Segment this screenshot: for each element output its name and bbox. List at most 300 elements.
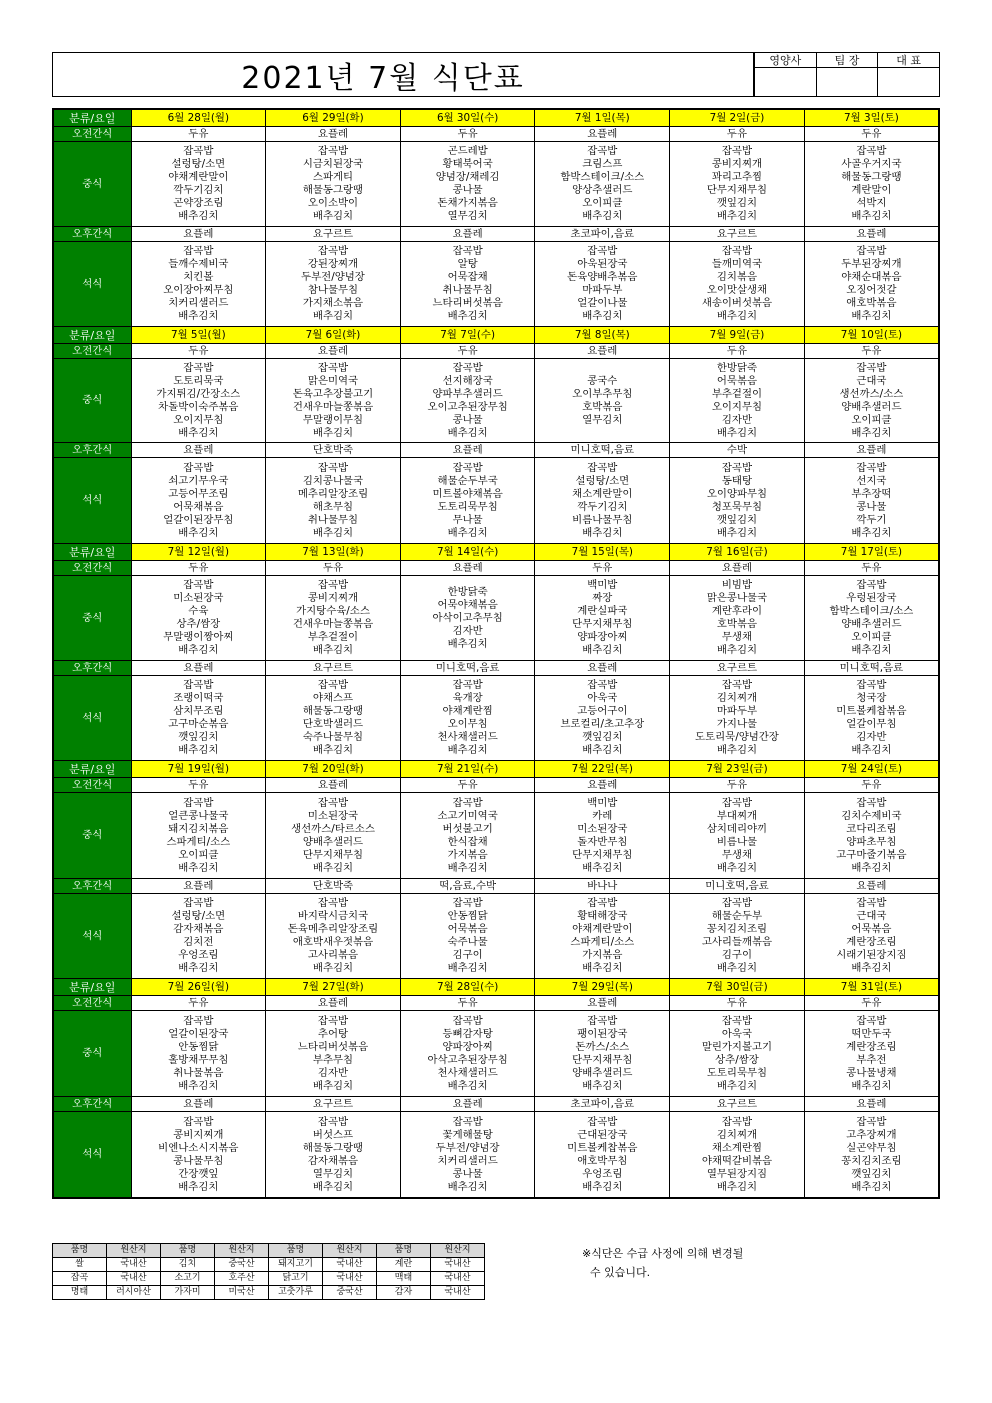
menu-item: 배추김치: [582, 962, 623, 974]
menu-item: 잡곡밥: [183, 579, 214, 591]
date-cell: 7월 16일(금): [670, 544, 805, 561]
menu-item: 육개장: [452, 692, 483, 704]
date-cell: 7월 23일(금): [670, 761, 805, 778]
lunch-cell: [670, 576, 805, 661]
menu-item: 잡곡밥: [317, 897, 349, 909]
menu-item: 양파부추샐러드: [432, 387, 503, 400]
menu-item: 잡곡밥: [721, 796, 753, 809]
dinner-cell: [131, 894, 266, 979]
date-cell: 6월 29일(화): [266, 109, 401, 127]
menu-item: 김치찌개: [716, 1128, 758, 1141]
lunch-cell: [535, 576, 670, 661]
menu-item: 잡곡밥: [183, 461, 214, 474]
morning-snack-cell: 요플레: [266, 996, 401, 1011]
menu-item: 애호박볶음: [846, 297, 897, 309]
afternoon-snack-cell: 요플레: [400, 227, 535, 242]
dinner-cell: [670, 242, 805, 327]
date-cell: 7월 28일(수): [400, 979, 535, 996]
menu-item: 가지채소볶음: [302, 297, 364, 309]
menu-item: 시금치된장국: [302, 158, 364, 170]
menu-item: 치커리샐러드: [437, 1154, 498, 1167]
menu-item: 근대국: [856, 374, 887, 387]
category-header: 분류/요일: [53, 109, 131, 127]
menu-item: 채소계란찜: [711, 1141, 763, 1154]
menu-item: 계란장조림: [846, 936, 897, 948]
menu-item: 황태북어국: [442, 158, 493, 170]
menu-item: 배추김치: [582, 1079, 623, 1092]
menu-item: 단무지채무침: [572, 618, 633, 630]
lunch-cell: [804, 1011, 939, 1097]
menu-item: 잡곡밥: [587, 897, 618, 909]
menu-item: 배추김치: [447, 744, 488, 756]
menu-item: 미트볼케찹볶음: [567, 1141, 638, 1154]
lunch-cell: [400, 1011, 535, 1097]
menu-item: 도토리묵무침: [437, 500, 498, 513]
date-cell: 7월 3일(토): [804, 109, 939, 127]
menu-item: 홀방채무무침: [168, 1053, 229, 1066]
menu-item: 안동찜닭: [178, 1040, 219, 1053]
origin-country: 중국산: [323, 1286, 377, 1300]
menu-item: 고등어구이: [577, 705, 628, 717]
menu-item: 배추김치: [716, 426, 758, 439]
menu-item: 단호박샐러드: [302, 718, 364, 730]
menu-item: 배추김치: [716, 210, 758, 222]
menu-item: 돈육고추장불고기: [292, 387, 374, 400]
dinner-cell: [131, 242, 266, 327]
menu-item: 잡곡밥: [721, 245, 753, 257]
afternoon-snack-cell: 요플레: [804, 443, 939, 458]
lunch-cell: [670, 1011, 805, 1097]
origin-item: 고춧가루: [269, 1286, 323, 1300]
menu-item: 비름나물: [716, 835, 758, 848]
origin-row: [53, 1286, 485, 1300]
dinner-cell: [670, 676, 805, 761]
menu-item: 잡곡밥: [721, 897, 753, 909]
morning-snack-label: 오전간식: [53, 561, 131, 576]
menu-item: 잡곡밥: [183, 1115, 214, 1128]
origin-country: 원산지: [107, 1244, 161, 1258]
origin-item: 가자미: [161, 1286, 215, 1300]
menu-item: 치킨볼: [183, 271, 214, 283]
morning-snack-label: 오전간식: [53, 996, 131, 1011]
origin-country: 러시아산: [107, 1286, 161, 1300]
afternoon-snack-cell: 요구르트: [266, 227, 401, 242]
menu-item: 두부전/양념장: [435, 1141, 500, 1154]
afternoon-snack-cell: 요플레: [400, 1097, 535, 1112]
menu-item: 스파게티: [312, 171, 354, 183]
menu-item: 야채계란말이: [168, 171, 229, 183]
menu-item: 배추김치: [716, 744, 758, 756]
menu-item: 오이맛살생채: [706, 284, 768, 296]
menu-item: 배추김치: [582, 744, 623, 756]
menu-item: 고추장찌개: [846, 1128, 897, 1141]
menu-item: 취나물무침: [307, 513, 359, 526]
menu-item: 건새우마늘쫑볶음: [292, 400, 374, 413]
morning-snack-cell: 두유: [131, 344, 266, 359]
date-cell: 7월 5일(월): [131, 327, 266, 344]
menu-item: 배추김치: [178, 310, 219, 322]
origin-item: 맥태: [377, 1272, 431, 1286]
dinner-row: [53, 894, 939, 979]
origin-country: 국내산: [323, 1258, 377, 1272]
morning-snack-cell: 두유: [400, 996, 535, 1011]
menu-item: 두부전/양념장: [301, 271, 365, 283]
menu-item: 건새우마늘쫑볶음: [292, 618, 374, 630]
approval-label-ceo: 대 표: [877, 53, 939, 68]
menu-item: 잡곡밥: [856, 361, 887, 374]
date-cell: 7월 12일(월): [131, 544, 266, 561]
menu-item: 잡곡밥: [452, 461, 483, 474]
menu-item: 배추김치: [716, 962, 758, 974]
menu-item: 오이무침: [447, 718, 488, 730]
date-cell: 7월 21일(수): [400, 761, 535, 778]
morning-snack-row: [53, 127, 939, 142]
lunch-cell: [131, 359, 266, 443]
menu-item: 우렁된장국: [846, 592, 897, 604]
menu-item: 동태탕: [721, 474, 753, 487]
menu-item: 야채스프: [312, 692, 354, 704]
menu-item: 김자반: [721, 413, 753, 426]
lunch-row: [53, 576, 939, 661]
menu-item: 콩나물: [452, 413, 483, 426]
morning-snack-row: [53, 561, 939, 576]
dinner-cell: [266, 1112, 401, 1199]
menu-item: 들깨수제비국: [168, 258, 229, 270]
menu-item: 간장깻잎: [178, 1167, 219, 1180]
menu-item: 단무지채무침: [572, 1053, 633, 1066]
afternoon-snack-cell: 미니호떡,음료: [670, 879, 805, 894]
menu-item: 감자채볶음: [173, 923, 224, 935]
week-header-row: [53, 979, 939, 996]
menu-item: 양파장아찌: [577, 631, 628, 643]
week-header-row: [53, 327, 939, 344]
menu-item: 야채계란말이: [572, 923, 633, 935]
menu-item: 고구마줄기볶음: [836, 848, 907, 861]
menu-item: 석박지: [856, 197, 887, 209]
menu-item: 한식잡채: [447, 835, 488, 848]
menu-item: 양배추샐러드: [841, 618, 902, 630]
menu-item: 마파두부: [582, 284, 623, 296]
menu-item: 어묵채볶음: [173, 500, 224, 513]
dinner-cell: [670, 1112, 805, 1199]
morning-snack-cell: 두유: [670, 344, 805, 359]
menu-item: 생선까스/소스: [839, 387, 904, 400]
menu-item: 김구이: [721, 949, 753, 961]
menu-item: 가지볶음: [582, 949, 623, 961]
approval-box: [754, 52, 940, 97]
menu-item: 숙주나물무침: [302, 731, 364, 743]
menu-item: 브로컬리/초고추장: [560, 718, 645, 730]
lunch-cell: [266, 142, 401, 227]
afternoon-snack-label: 오후간식: [53, 879, 131, 894]
menu-item: 무생채: [721, 848, 753, 861]
afternoon-snack-label: 오후간식: [53, 443, 131, 458]
origin-country: 국내산: [107, 1258, 161, 1272]
menu-item: 백미밥: [587, 796, 618, 809]
afternoon-snack-cell: 요구르트: [670, 661, 805, 676]
origin-country: 국내산: [107, 1272, 161, 1286]
menu-item: 팽이된장국: [577, 1027, 628, 1040]
menu-item: 배추김치: [716, 1079, 758, 1092]
menu-item: 맑은콩나물국: [706, 592, 768, 604]
menu-item: 김자반: [317, 1066, 349, 1079]
menu-item: 양배추샐러드: [841, 400, 902, 413]
menu-item: 잡곡밥: [452, 679, 483, 691]
menu-item: 돼지김치볶음: [168, 822, 229, 835]
menu-item: 배추김치: [716, 526, 758, 539]
menu-item: 깻잎김치: [716, 513, 758, 526]
menu-item: 어묵잡채: [447, 271, 488, 283]
lunch-cell: [131, 142, 266, 227]
origin-country: 원산지: [323, 1244, 377, 1258]
morning-snack-cell: 두유: [131, 996, 266, 1011]
lunch-cell: [266, 793, 401, 879]
menu-item: 잡곡밥: [317, 461, 349, 474]
menu-item: 스파게티/소스: [570, 936, 635, 948]
menu-item: 미소된장국: [307, 809, 359, 822]
date-cell: 7월 9일(금): [670, 327, 805, 344]
morning-snack-cell: 두유: [400, 127, 535, 142]
lunch-cell: [131, 576, 266, 661]
menu-item: 배추김치: [851, 962, 892, 974]
afternoon-snack-cell: 요플레: [400, 443, 535, 458]
menu-item: 오이부추무침: [572, 387, 633, 400]
menu-item: 잡곡밥: [721, 679, 753, 691]
menu-item: 배추김치: [851, 644, 892, 656]
menu-table: [52, 108, 940, 1199]
menu-item: 잡곡밥: [183, 796, 214, 809]
menu-item: 생선까스/타르소스: [291, 822, 375, 835]
dinner-cell: [131, 458, 266, 544]
menu-item: 오이피클: [851, 413, 892, 426]
menu-item: 해물동그랑땡: [841, 171, 902, 183]
date-cell: 6월 30일(수): [400, 109, 535, 127]
date-cell: 7월 8일(목): [535, 327, 670, 344]
lunch-cell: [670, 359, 805, 443]
date-cell: 7월 6일(화): [266, 327, 401, 344]
menu-item: 배추김치: [851, 744, 892, 756]
afternoon-snack-row: [53, 1097, 939, 1112]
menu-item: 새송이버섯볶음: [701, 297, 773, 309]
dinner-label: 석식: [53, 676, 131, 761]
menu-item: 김치찌개: [716, 692, 758, 704]
menu-item: 콩비지찌개: [711, 158, 763, 170]
morning-snack-cell: 요플레: [670, 561, 805, 576]
dinner-cell: [670, 458, 805, 544]
dinner-cell: [266, 894, 401, 979]
menu-item: 맑은미역국: [307, 374, 359, 387]
menu-item: 버섯불고기: [442, 822, 493, 835]
menu-item: 김구이: [452, 949, 483, 961]
menu-item: 잡곡밥: [317, 579, 349, 591]
menu-item: 오이피클: [851, 631, 892, 643]
menu-item: 잡곡밥: [317, 679, 349, 691]
menu-item: 호박볶음: [582, 400, 623, 413]
menu-item: 한방닭죽: [716, 361, 758, 374]
dinner-cell: [804, 1112, 939, 1199]
menu-item: 꽁치김치조림: [841, 1154, 902, 1167]
menu-item: 배추김치: [312, 644, 354, 656]
menu-item: 바지락시금치국: [297, 910, 369, 922]
menu-item: 콩나물: [452, 184, 483, 196]
menu-item: 배추김치: [178, 210, 219, 222]
menu-item: 아삭고추된장무침: [427, 1053, 508, 1066]
menu-item: 깻잎김치: [716, 197, 758, 209]
menu-item: 잡곡밥: [317, 361, 349, 374]
lunch-cell: [535, 1011, 670, 1097]
menu-item: 배추김치: [716, 861, 758, 874]
menu-item: 해물순두부: [711, 910, 763, 922]
origin-item: 김치: [161, 1258, 215, 1272]
menu-item: 배추김치: [582, 526, 623, 539]
morning-snack-label: 오전간식: [53, 127, 131, 142]
menu-item: 얼갈이된장무침: [163, 513, 234, 526]
menu-item: 함박스테이크/소스: [829, 605, 914, 617]
menu-item: 잡곡밥: [452, 1115, 483, 1128]
afternoon-snack-label: 오후간식: [53, 1097, 131, 1112]
menu-item: 황태해장국: [577, 910, 628, 922]
afternoon-snack-row: [53, 443, 939, 458]
menu-item: 잡곡밥: [452, 245, 483, 257]
lunch-cell: [400, 793, 535, 879]
menu-item: 아욱국: [587, 692, 618, 704]
menu-item: 배추김치: [447, 962, 488, 974]
menu-item: 무생채: [721, 631, 753, 643]
menu-item: 선지국: [856, 474, 887, 487]
menu-item: 부추겉절이: [711, 387, 763, 400]
menu-item: 배추김치: [178, 861, 219, 874]
menu-item: 배추김치: [447, 861, 488, 874]
menu-item: 돈채가지볶음: [437, 197, 498, 209]
menu-item: 잡곡밥: [183, 361, 214, 374]
menu-item: 잡곡밥: [183, 1014, 214, 1027]
dinner-row: [53, 676, 939, 761]
dinner-cell: [804, 676, 939, 761]
dinner-cell: [400, 458, 535, 544]
menu-item: 해물순두부국: [437, 474, 498, 487]
menu-item: 등뼈감자탕: [442, 1027, 493, 1040]
menu-item: 미트볼야채볶음: [432, 487, 503, 500]
menu-item: 잡곡밥: [856, 579, 887, 591]
menu-item: 야채떡갈비볶음: [701, 1154, 773, 1167]
morning-snack-cell: 두유: [131, 561, 266, 576]
menu-item: 말린가지볼고기: [701, 1040, 773, 1053]
category-header: 분류/요일: [53, 761, 131, 778]
origin-item: 닭고기: [269, 1272, 323, 1286]
dinner-label: 석식: [53, 242, 131, 327]
afternoon-snack-cell: 초코파이,음료: [535, 1097, 670, 1112]
lunch-label: 중식: [53, 359, 131, 443]
menu-item: 배추김치: [716, 310, 758, 322]
menu-item: 무말랭이무침: [302, 413, 364, 426]
dinner-cell: [535, 676, 670, 761]
menu-item: 잡곡밥: [856, 679, 887, 691]
menu-item: 미트볼케찹볶음: [836, 705, 907, 717]
menu-item: 우엉조림: [178, 949, 219, 961]
menu-item: 고사리볶음: [307, 949, 359, 961]
menu-item: 돈육양배추볶음: [567, 271, 638, 283]
menu-item: 오이소박이: [307, 197, 359, 209]
menu-item: 마파두부: [716, 705, 758, 717]
morning-snack-cell: 두유: [400, 778, 535, 793]
menu-item: 천사채샐러드: [437, 1066, 498, 1079]
notice-text: [582, 1244, 743, 1282]
morning-snack-label: 오전간식: [53, 344, 131, 359]
menu-item: 배추김치: [312, 526, 354, 539]
menu-item: 설렁탕/소면: [171, 158, 226, 170]
menu-item: 잡곡밥: [856, 461, 887, 474]
afternoon-snack-cell: 단호박죽: [266, 443, 401, 458]
afternoon-snack-cell: 요구르트: [670, 1097, 805, 1112]
menu-item: 오이지무침: [711, 400, 763, 413]
week-header-row: [53, 109, 939, 127]
menu-item: 배추김치: [312, 1079, 354, 1092]
menu-item: 얼갈이나물: [577, 297, 628, 309]
menu-item: 알탕: [457, 258, 478, 270]
menu-item: 메추리알장조림: [297, 487, 369, 500]
afternoon-snack-row: [53, 227, 939, 242]
menu-item: 어묵야채볶음: [437, 598, 498, 611]
menu-item: 잡곡밥: [317, 1115, 349, 1128]
menu-item: 배추김치: [851, 861, 892, 874]
dinner-cell: [131, 676, 266, 761]
dinner-row: [53, 242, 939, 327]
menu-item: 깻잎김치: [178, 731, 219, 743]
menu-item: 단무지채무침: [302, 848, 364, 861]
afternoon-snack-cell: 수박: [670, 443, 805, 458]
menu-item: 소고기미역국: [437, 809, 498, 822]
menu-item: 깻잎김치: [582, 731, 623, 743]
menu-item: 애호박새우젓볶음: [292, 936, 374, 948]
morning-snack-cell: 두유: [266, 561, 401, 576]
menu-item: 가지튀김/간장소스: [156, 387, 241, 400]
notice-line: ※식단은 수급 사정에 의해 변경될: [582, 1247, 744, 1260]
menu-item: 깍두기김치: [577, 500, 628, 513]
morning-snack-cell: 요플레: [535, 778, 670, 793]
lunch-cell: [535, 142, 670, 227]
menu-item: 차돌박이숙주볶음: [158, 400, 239, 413]
afternoon-snack-cell: 떡,음료,수박: [400, 879, 535, 894]
afternoon-snack-label: 오후간식: [53, 661, 131, 676]
menu-item: 잡곡밥: [317, 145, 349, 157]
menu-item: 잡곡밥: [587, 679, 618, 691]
menu-item: 크림스프: [582, 158, 623, 170]
morning-snack-row: [53, 996, 939, 1011]
origin-item: 소고기: [161, 1272, 215, 1286]
menu-item: 얼갈이무침: [846, 718, 897, 730]
menu-item: 얼큰콩나물국: [168, 809, 229, 822]
menu-item: 배추김치: [582, 210, 623, 222]
morning-snack-cell: 두유: [670, 127, 805, 142]
lunch-label: 중식: [53, 1011, 131, 1097]
menu-item: 김치콩나물국: [302, 474, 364, 487]
date-cell: 7월 7일(수): [400, 327, 535, 344]
menu-item: 들깨미역국: [711, 258, 763, 270]
menu-item: 잡곡밥: [721, 145, 753, 157]
menu-item: 잡곡밥: [721, 1014, 753, 1027]
menu-item: 가지나물: [716, 718, 758, 730]
menu-item: 어묵볶음: [716, 374, 758, 387]
menu-item: 단무지채무침: [572, 848, 633, 861]
menu-item: 꽃게해물탕: [442, 1128, 493, 1141]
menu-item: 콩나물: [452, 1167, 483, 1180]
menu-item: 아욱된장국: [577, 258, 628, 270]
afternoon-snack-cell: 미니호떡,음료: [804, 661, 939, 676]
menu-item: 배추김치: [447, 526, 488, 539]
menu-item: 열무된장지짐: [706, 1167, 768, 1180]
menu-item: 설렁탕/소면: [575, 474, 630, 487]
category-header: 분류/요일: [53, 544, 131, 561]
